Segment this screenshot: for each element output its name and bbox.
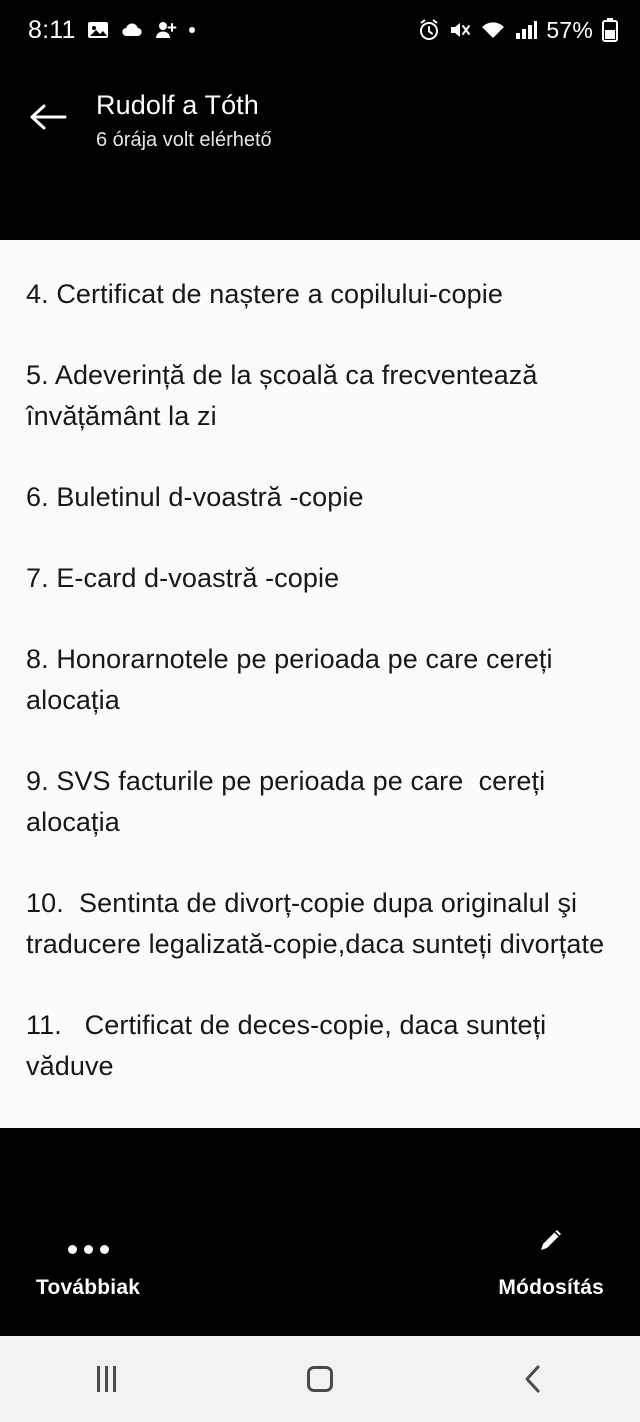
back-button[interactable] <box>0 82 96 152</box>
alarm-icon <box>418 19 440 41</box>
image-icon <box>87 19 109 41</box>
pencil-icon <box>537 1226 565 1254</box>
battery-percent-label: 57% <box>546 16 593 43</box>
home-icon <box>307 1366 333 1392</box>
system-back-button[interactable] <box>473 1349 593 1409</box>
app-bar <box>0 60 640 240</box>
home-button[interactable] <box>260 1349 380 1409</box>
content-paragraph: 9. SVS facturile pe perioada pe care cereți alocația <box>26 766 553 837</box>
mute-icon <box>449 20 471 40</box>
more-button[interactable] <box>36 1245 140 1300</box>
status-bar-left <box>28 16 196 45</box>
post-content <box>0 240 640 1128</box>
recents-icon <box>97 1366 116 1392</box>
recents-button[interactable] <box>47 1349 167 1409</box>
app-bar-titles <box>96 82 272 153</box>
page-title: Rudolf a Tóth <box>96 90 259 120</box>
nav-back-icon <box>523 1364 543 1394</box>
content-paragraph: 7. E-card d-voastră -copie <box>26 563 340 593</box>
back-arrow-icon <box>28 101 68 133</box>
status-bar-right <box>418 17 618 44</box>
overflow-dots-icon <box>68 1245 109 1254</box>
content-paragraph: 6. Buletinul d-voastră -copie <box>26 482 364 512</box>
dot-icon <box>188 26 196 34</box>
page-subtitle: 6 órája volt elérhető <box>96 129 272 151</box>
person-add-icon <box>155 20 177 40</box>
system-nav-bar <box>0 1336 640 1422</box>
content-paragraph: 4. Certificat de naștere a copilului-copie <box>26 279 503 309</box>
more-button-label: Továbbiak <box>36 1276 141 1299</box>
bottom-action-bar <box>0 1128 640 1336</box>
edit-button[interactable] <box>498 1226 604 1300</box>
battery-icon <box>602 18 618 42</box>
edit-button-label: Módosítás <box>498 1276 604 1299</box>
wifi-icon <box>480 20 506 40</box>
content-paragraph: 8. Honorarnotele pe perioada pe care cereți alocația <box>26 644 561 715</box>
status-time: 8:11 <box>28 15 76 44</box>
content-paragraph: 10. Sentinta de divorț-copie dupa originalul şi traducere legalizată-copie,daca sunteți divorțate <box>26 888 605 959</box>
signal-icon <box>515 20 537 40</box>
status-bar <box>0 0 640 60</box>
content-paragraph: 11. Certificat de deces-copie, daca sunteți văduve <box>26 1010 554 1081</box>
content-paragraph: 5. Adeverință de la școală ca frecventează învățământ la zi <box>26 360 546 431</box>
cloud-icon <box>120 21 144 39</box>
